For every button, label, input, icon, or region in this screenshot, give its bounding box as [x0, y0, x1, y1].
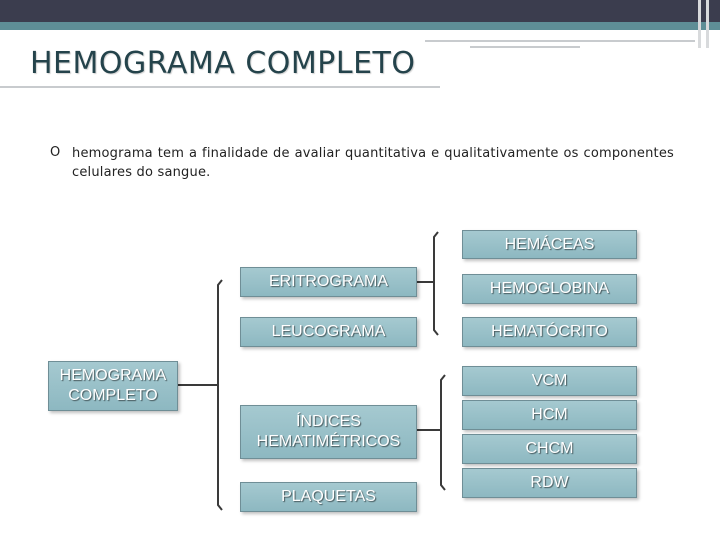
- eritrograma-bracket: [434, 232, 438, 335]
- node-vcm: [462, 366, 637, 396]
- node-hematocrito: [462, 317, 637, 347]
- node-hemoglobina-label: HEMOGLOBINA: [489, 280, 610, 297]
- header-accent-bar: [0, 22, 720, 30]
- title-underline: [0, 86, 440, 88]
- node-hemaceas: [462, 230, 637, 259]
- node-hemaceas-label: HEMÁCEAS: [504, 235, 595, 253]
- node-hcm: [462, 400, 637, 430]
- header-bar: [0, 0, 720, 22]
- root-node: [48, 361, 178, 411]
- node-plaquetas: [240, 482, 417, 512]
- node-chcm-label: CHCM: [525, 440, 574, 457]
- node-eritrograma-label: ERITROGRAMA: [268, 273, 389, 290]
- node-vcm-label: VCM: [531, 372, 568, 389]
- node-hcm-label: HCM: [531, 406, 568, 423]
- node-eritrograma: [240, 267, 417, 297]
- node-rdw-label: RDW: [530, 474, 569, 491]
- node-indices-label: ÍNDICES HEMATIMÉTRICOS: [256, 413, 401, 450]
- description-bullet: O: [50, 145, 61, 160]
- indices-bracket: [441, 375, 445, 490]
- node-rdw: [462, 468, 637, 498]
- node-plaquetas-label: PLAQUETAS: [281, 488, 376, 505]
- slide-title: HEMOGRAMA COMPLETO: [30, 46, 416, 81]
- decorative-line: [425, 40, 695, 42]
- description-text: hemograma tem a finalidade de avaliar quantitativa e qualitativamente os componentes celulares do sangue.: [72, 146, 674, 180]
- node-indices-hematimetricos: [240, 405, 417, 459]
- node-hematocrito-label: HEMATÓCRITO: [491, 323, 608, 340]
- node-leucograma-label: LEUCOGRAMA: [271, 323, 386, 340]
- root-node-label: HEMOGRAMA COMPLETO: [59, 367, 167, 404]
- decorative-vertical-line: [706, 0, 709, 48]
- root-bracket: [218, 280, 222, 510]
- node-chcm: [462, 434, 637, 464]
- decorative-vertical-line: [698, 0, 701, 48]
- node-leucograma: [240, 317, 417, 347]
- node-hemoglobina: [462, 274, 637, 304]
